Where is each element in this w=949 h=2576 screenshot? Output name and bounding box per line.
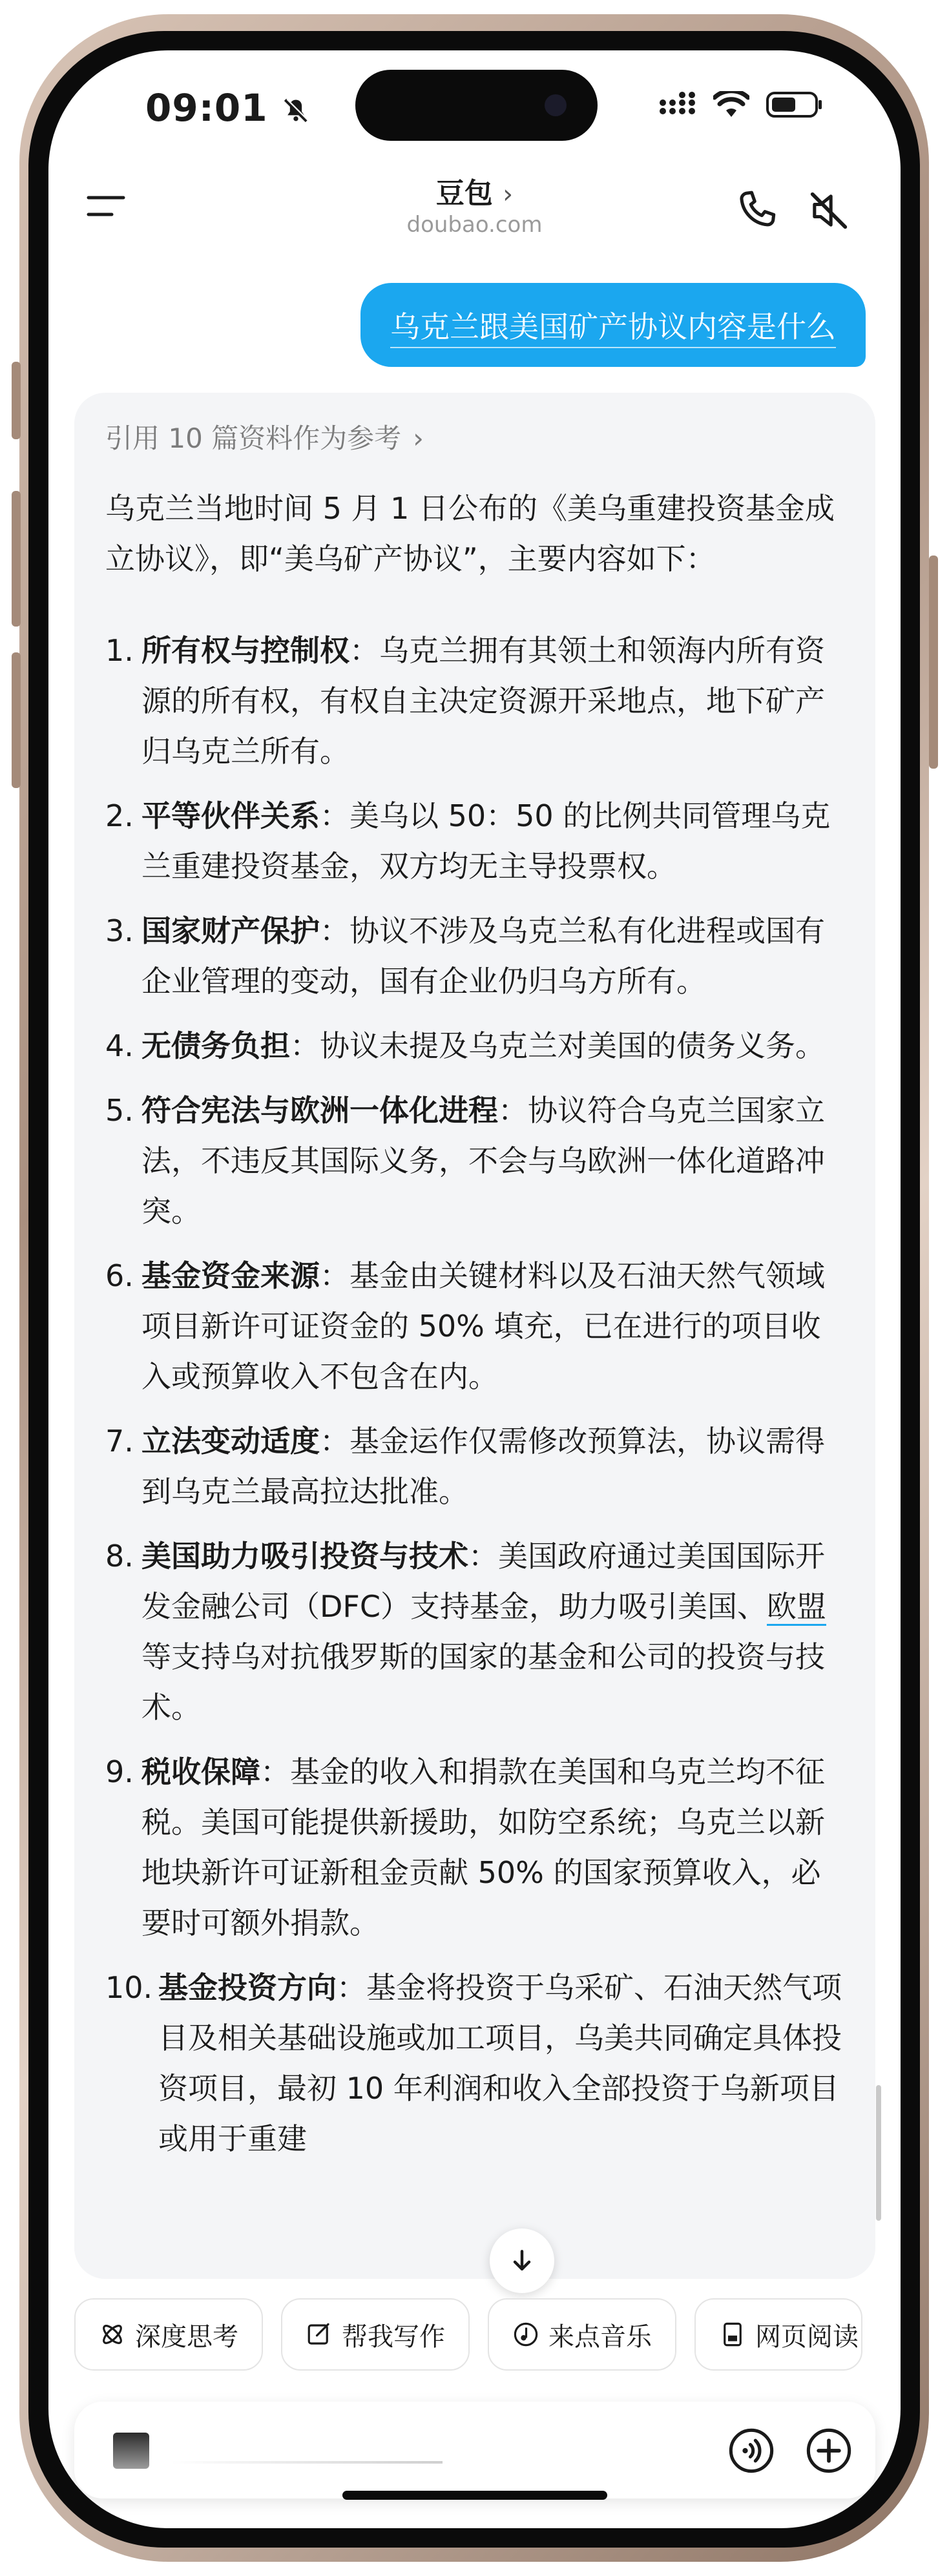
power-button <box>929 556 938 769</box>
list-item: 5. 符合宪法与欧洲一体化进程：协议符合乌克兰国家立法，不违反其国际义务，不会与乌欧洲一体化道路冲突。 <box>105 1093 825 1229</box>
dynamic-island <box>355 70 598 141</box>
references-link[interactable]: 引用 10 篇资料作为参考 › <box>105 422 424 454</box>
list-item: 9. 税收保障：基金的收入和捐款在美国和乌克兰均不征税。美国可能提供新援助，如防空系统；乌克兰以新地块新许可证新租金贡献 50% 的国家预算收入，必要时可额外捐款。 <box>105 1754 825 1940</box>
message-input-bar[interactable] <box>74 2402 875 2498</box>
input-placeholder-line <box>171 2461 443 2464</box>
atom-icon <box>99 2321 126 2348</box>
answer-intro: 乌克兰当地时间 5 月 1 日公布的《美乌重建投资基金成立协议》，即“美乌矿产协议”，主要内容如下： <box>105 491 835 576</box>
plus-icon[interactable] <box>804 2426 853 2478</box>
mute-icon[interactable] <box>804 186 853 238</box>
status-time: 09:01 <box>145 86 310 130</box>
edit-icon <box>306 2321 333 2348</box>
music-button[interactable]: 来点音乐 <box>488 2298 676 2371</box>
arrow-down-icon <box>508 2247 536 2275</box>
chat-title[interactable]: 豆包 › <box>435 177 514 210</box>
document-icon <box>719 2321 746 2348</box>
scrollbar[interactable] <box>876 2085 881 2221</box>
action-button <box>12 362 21 439</box>
list-item: 3. 国家财产保护：协议不涉及乌克兰私有化进程或国有企业管理的变动，国有企业仍归乌方所有。 <box>105 913 825 999</box>
deep-think-button[interactable]: 深度思考 <box>74 2298 263 2371</box>
signal-icon <box>658 92 696 118</box>
volume-down-button <box>12 652 21 788</box>
music-icon <box>512 2321 539 2348</box>
status-icons <box>658 90 823 119</box>
assistant-answer-card <box>74 393 875 2279</box>
user-message-text: 乌克兰跟美国矿产协议内容是什么 <box>390 309 836 348</box>
list-item: 8. 美国助力吸引投资与技术：美国政府通过美国国际开发金融公司（DFC）支持基金，助力吸引美国、欧盟等支持乌对抗俄罗斯的国家的基金和公司的投资与技术。 <box>105 1539 826 1725</box>
wifi-icon <box>713 91 749 118</box>
home-indicator[interactable] <box>342 2491 607 2500</box>
eu-link[interactable]: 欧盟 <box>767 1589 826 1626</box>
answer-list <box>105 625 842 2178</box>
screen <box>48 50 901 2528</box>
voice-icon[interactable] <box>727 2426 776 2478</box>
list-item: 10. 基金投资方向：基金将投资于乌采矿、石油天然气项目及相关基础设施或加工项目，乌美共同确定具体投资项目，最初 10 年利润和收入全部投资于乌新项目或用于重建 <box>105 1970 842 2156</box>
chat-subtitle: doubao.com <box>406 212 543 238</box>
chevron-right-icon: › <box>413 422 424 454</box>
camera-icon <box>545 94 567 116</box>
user-message-bubble[interactable] <box>360 283 866 367</box>
list-item: 2. 平等伙伴关系：美乌以 50：50 的比例共同管理乌克兰重建投资基金，双方均无主导投票权。 <box>105 798 831 884</box>
quick-actions <box>74 2298 862 2371</box>
list-item: 6. 基金资金来源：基金由关键材料以及石油天然气领域项目新许可证资金的 50% 填充，已在进行的项目收入或预算收入不包含在内。 <box>105 1258 825 1394</box>
input-caret <box>113 2433 149 2469</box>
web-read-button[interactable]: 网页阅读 <box>694 2298 862 2371</box>
list-item: 7. 立法变动适度：基金运作仅需修改预算法，协议需得到乌克兰最高拉达批准。 <box>105 1424 825 1509</box>
scroll-to-bottom-button[interactable] <box>490 2228 554 2293</box>
chevron-right-icon: › <box>503 180 514 209</box>
write-button[interactable]: 帮我写作 <box>281 2298 470 2371</box>
list-item: 1. 所有权与控制权：乌克兰拥有其领土和领海内所有资源的所有权，有权自主决定资源开采地点，地下矿产归乌克兰所有。 <box>105 633 825 769</box>
bell-slash-icon <box>282 96 310 125</box>
phone-icon[interactable] <box>733 186 782 238</box>
battery-icon <box>766 90 823 119</box>
volume-up-button <box>12 491 21 627</box>
list-item: 4. 无债务负担：协议未提及乌克兰对美国的债务义务。 <box>105 1028 825 1063</box>
